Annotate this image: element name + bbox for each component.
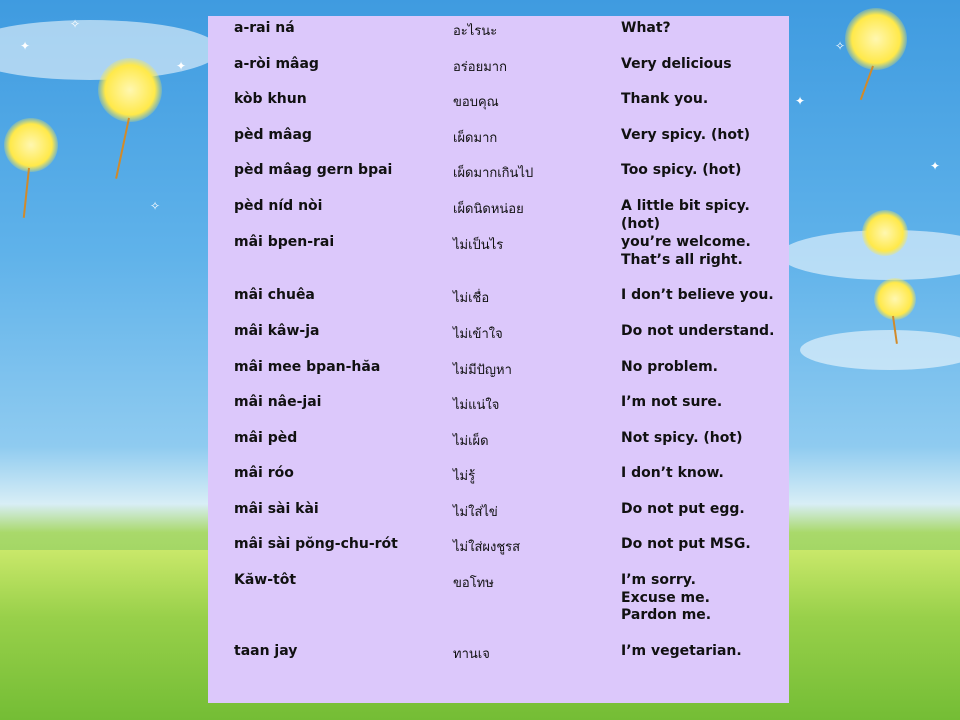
romanized-phrase: mâi sài kài — [234, 501, 319, 517]
thai-phrase: ทานเจ — [453, 647, 490, 662]
romanized-phrase: pèd níd nòi — [234, 198, 323, 214]
romanized-phrase: mâi nâe-jai — [234, 394, 322, 410]
english-translation: Very spicy. (hot) — [621, 127, 751, 143]
thai-phrase: เผ็ดมากเกินไป — [453, 166, 534, 181]
romanized-phrase: a-ròi mâag — [234, 56, 319, 72]
sparkle-icon: ✦ — [930, 159, 941, 173]
thai-phrase: อร่อยมาก — [453, 60, 507, 75]
thai-phrase: ไม่เชื่อ — [453, 291, 490, 306]
thai-phrase: ขอโทษ — [453, 576, 494, 591]
thai-phrase: ไม่เผ็ด — [453, 434, 489, 449]
romanized-phrase: mâi róo — [234, 465, 294, 481]
thai-phrase: ขอบคุณ — [453, 95, 499, 110]
english-translation: I’m vegetarian. — [621, 643, 742, 659]
english-translation: I’m not sure. — [621, 394, 723, 410]
romanized-phrase: mâi chuêa — [234, 287, 315, 303]
cloud — [800, 330, 960, 370]
thai-phrase: ไม่รู้ — [453, 469, 476, 484]
thai-phrase: ไม่ใส่ไข่ — [453, 505, 498, 520]
thai-phrase: อะไรนะ — [453, 24, 498, 39]
english-translation: What? — [621, 20, 671, 36]
english-translation: I’m sorry. Excuse me. Pardon me. — [621, 572, 712, 623]
thai-phrase: ไม่แน่ใจ — [453, 398, 500, 413]
thai-phrase: ไม่เป็นไร — [453, 238, 504, 253]
dandelion-icon — [874, 278, 916, 320]
romanized-phrase: taan jay — [234, 643, 298, 659]
english-translation: Do not understand. — [621, 323, 775, 339]
dandelion-icon — [862, 210, 908, 256]
romanized-phrase: mâi sài pŏng-chu-rót — [234, 536, 398, 552]
english-translation: Do not put MSG. — [621, 536, 751, 552]
dandelion-stem — [860, 66, 874, 101]
sparkle-icon: ✦ — [20, 39, 31, 53]
romanized-phrase: kòb khun — [234, 91, 307, 107]
dandelion-icon — [98, 58, 162, 122]
english-translation: you’re welcome. That’s all right. — [621, 234, 751, 268]
sparkle-icon: ✧ — [835, 39, 846, 53]
english-translation: Thank you. — [621, 91, 709, 107]
thai-phrase: ไม่เข้าใจ — [453, 327, 503, 342]
english-translation: Too spicy. (hot) — [621, 162, 742, 178]
sparkle-icon: ✧ — [150, 199, 161, 213]
romanized-phrase: mâi kâw-ja — [234, 323, 320, 339]
thai-phrase: เผ็ดนิดหน่อย — [453, 202, 524, 217]
english-translation: I don’t know. — [621, 465, 724, 481]
dandelion-icon — [845, 8, 907, 70]
english-translation: I don’t believe you. — [621, 287, 774, 303]
phrase-page — [208, 16, 789, 703]
thai-phrase: เผ็ดมาก — [453, 131, 498, 146]
romanized-phrase: mâi bpen-rai — [234, 234, 335, 250]
romanized-phrase: mâi mee bpan-hăa — [234, 359, 381, 375]
dandelion-stem — [115, 118, 130, 179]
romanized-phrase: Kăw-tôt — [234, 572, 297, 588]
dandelion-icon — [4, 118, 58, 172]
romanized-phrase: mâi pèd — [234, 430, 298, 446]
thai-phrase: ไม่มีปัญหา — [453, 363, 512, 378]
romanized-phrase: a-rai ná — [234, 20, 295, 36]
english-translation: A little bit spicy. (hot) — [621, 198, 750, 232]
english-translation: Very delicious — [621, 56, 732, 72]
english-translation: Do not put egg. — [621, 501, 745, 517]
romanized-phrase: pèd mâag — [234, 127, 312, 143]
thai-phrase: ไม่ใส่ผงชูรส — [453, 540, 521, 555]
english-translation: Not spicy. (hot) — [621, 430, 743, 446]
sparkle-icon: ✦ — [176, 59, 187, 73]
romanized-phrase: pèd mâag gern bpai — [234, 162, 393, 178]
sparkle-icon: ✦ — [795, 94, 806, 108]
sparkle-icon: ✧ — [70, 17, 81, 31]
dandelion-stem — [23, 168, 30, 218]
english-translation: No problem. — [621, 359, 718, 375]
